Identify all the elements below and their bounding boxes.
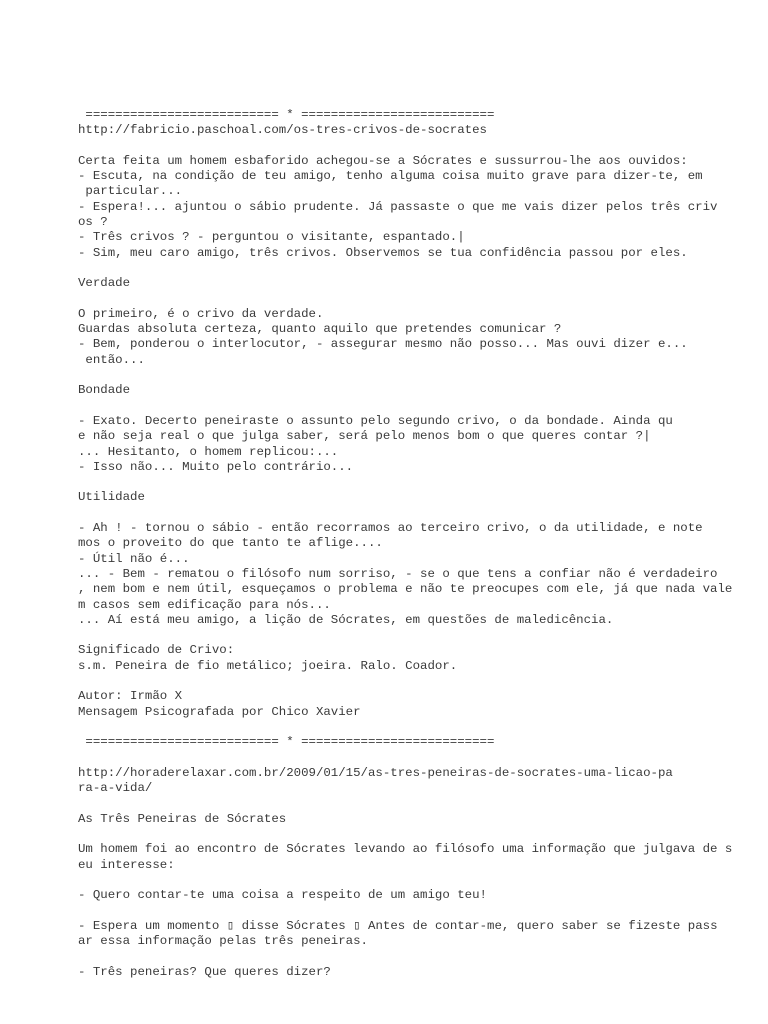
text-line: - Espera!... ajuntou o sábio prudente. Já passaste o que me vais dizer pelos três criv xyxy=(78,199,718,214)
text-line: Verdade xyxy=(78,276,131,291)
text-line: As Três Peneiras de Sócrates xyxy=(78,811,287,826)
text-line: ========================== * ========================== xyxy=(78,108,495,122)
blank-line xyxy=(78,475,762,490)
blank-line xyxy=(78,720,762,735)
text-line: - Isso não... Muito pelo contrário... xyxy=(78,459,354,474)
blank-line xyxy=(78,903,762,918)
text-line: Autor: Irmão X xyxy=(78,689,183,704)
text-line: mos o proveito do que tanto te aflige.... xyxy=(78,536,383,551)
text-line: m casos sem edificação para nós... xyxy=(78,597,331,612)
text-line: Certa feita um homem esbaforido achegou-se a Sócrates e sussurrou-lhe aos ouvidos: xyxy=(78,153,688,168)
blank-line xyxy=(78,796,762,811)
text-line: Bondade xyxy=(78,383,131,398)
text-line: ... Hesitanto, o homem replicou:... xyxy=(78,444,339,459)
text-line: e não seja real o que julga saber, será pelo menos bom o que queres contar ?| xyxy=(78,429,651,444)
text-line: O primeiro, é o crivo da verdade. xyxy=(78,306,324,321)
text-line: - Escuta, na condição de teu amigo, tenho alguma coisa muito grave para dizer-te, em xyxy=(78,169,703,184)
text-line: ra-a-vida/ xyxy=(78,781,153,796)
text-line: - Ah ! - tornou o sábio - então recorramos ao terceiro crivo, o da utilidade, e note xyxy=(78,521,703,536)
text-line: , nem bom e nem útil, esqueçamos o problema e não te preocupes com ele, já que nada vale xyxy=(78,582,733,597)
text-line: - Sim, meu caro amigo, três crivos. Observemos se tua confidência passou por eles. xyxy=(78,245,688,260)
text-line: - Exato. Decerto peneiraste o assunto pelo segundo crivo, o da bondade. Ainda qu xyxy=(78,413,673,428)
blank-line xyxy=(78,368,762,383)
blank-line xyxy=(78,506,762,521)
text-line: - Útil não é... xyxy=(78,551,190,566)
text-line: ... Aí está meu amigo, a lição de Sócrates, em questões de maledicência. xyxy=(78,612,614,627)
text-line: - Espera um momento ▯ disse Sócrates ▯ Antes de contar-me, quero saber se fizeste pass xyxy=(78,918,718,933)
blank-line xyxy=(78,628,762,643)
text-line: ========================== * ========================== xyxy=(78,735,495,750)
blank-line xyxy=(78,949,762,964)
text-line: Mensagem Psicografada por Chico Xavier xyxy=(78,704,361,719)
text-line: ... - Bem - rematou o filósofo num sorriso, - se o que tens a confiar não é verdadeiro xyxy=(78,566,718,581)
text-line: Guardas absoluta certeza, quanto aquilo que pretendes comunicar ? xyxy=(78,322,562,337)
text-line: ar essa informação pelas três peneiras. xyxy=(78,934,368,949)
text-line: http://fabricio.paschoal.com/os-tres-crivos-de-socrates xyxy=(78,123,487,138)
text-line: Significado de Crivo: xyxy=(78,643,235,658)
blank-line xyxy=(78,139,762,154)
blank-line xyxy=(78,674,762,689)
text-line: Um homem foi ao encontro de Sócrates levando ao filósofo uma informação que julgava de s xyxy=(78,842,733,857)
text-line: http://horaderelaxar.com.br/2009/01/15/as-tres-peneiras-de-socrates-uma-licao-pa xyxy=(78,765,673,780)
blank-line xyxy=(78,399,762,414)
text-line: Utilidade xyxy=(78,490,145,505)
text-line: s.m. Peneira de fio metálico; joeira. Ralo. Coador. xyxy=(78,658,458,673)
blank-line xyxy=(78,292,762,307)
text-line: - Três crivos ? - perguntou o visitante, espantado.| xyxy=(78,230,465,245)
text-line: os ? xyxy=(78,215,108,230)
text-line: - Bem, ponderou o interlocutor, - assegurar mesmo não posso... Mas ouvi dizer e... xyxy=(78,337,688,352)
blank-line xyxy=(78,261,762,276)
text-line: - Três peneiras? Que queres dizer? xyxy=(78,964,331,979)
text-line: então... xyxy=(78,352,145,367)
text-line: particular... xyxy=(78,184,183,199)
blank-line xyxy=(78,750,762,765)
text-line: - Quero contar-te uma coisa a respeito de um amigo teu! xyxy=(78,888,487,903)
text-line: eu interesse: xyxy=(78,857,175,872)
document-page xyxy=(78,108,762,980)
blank-line xyxy=(78,873,762,888)
blank-line xyxy=(78,827,762,842)
